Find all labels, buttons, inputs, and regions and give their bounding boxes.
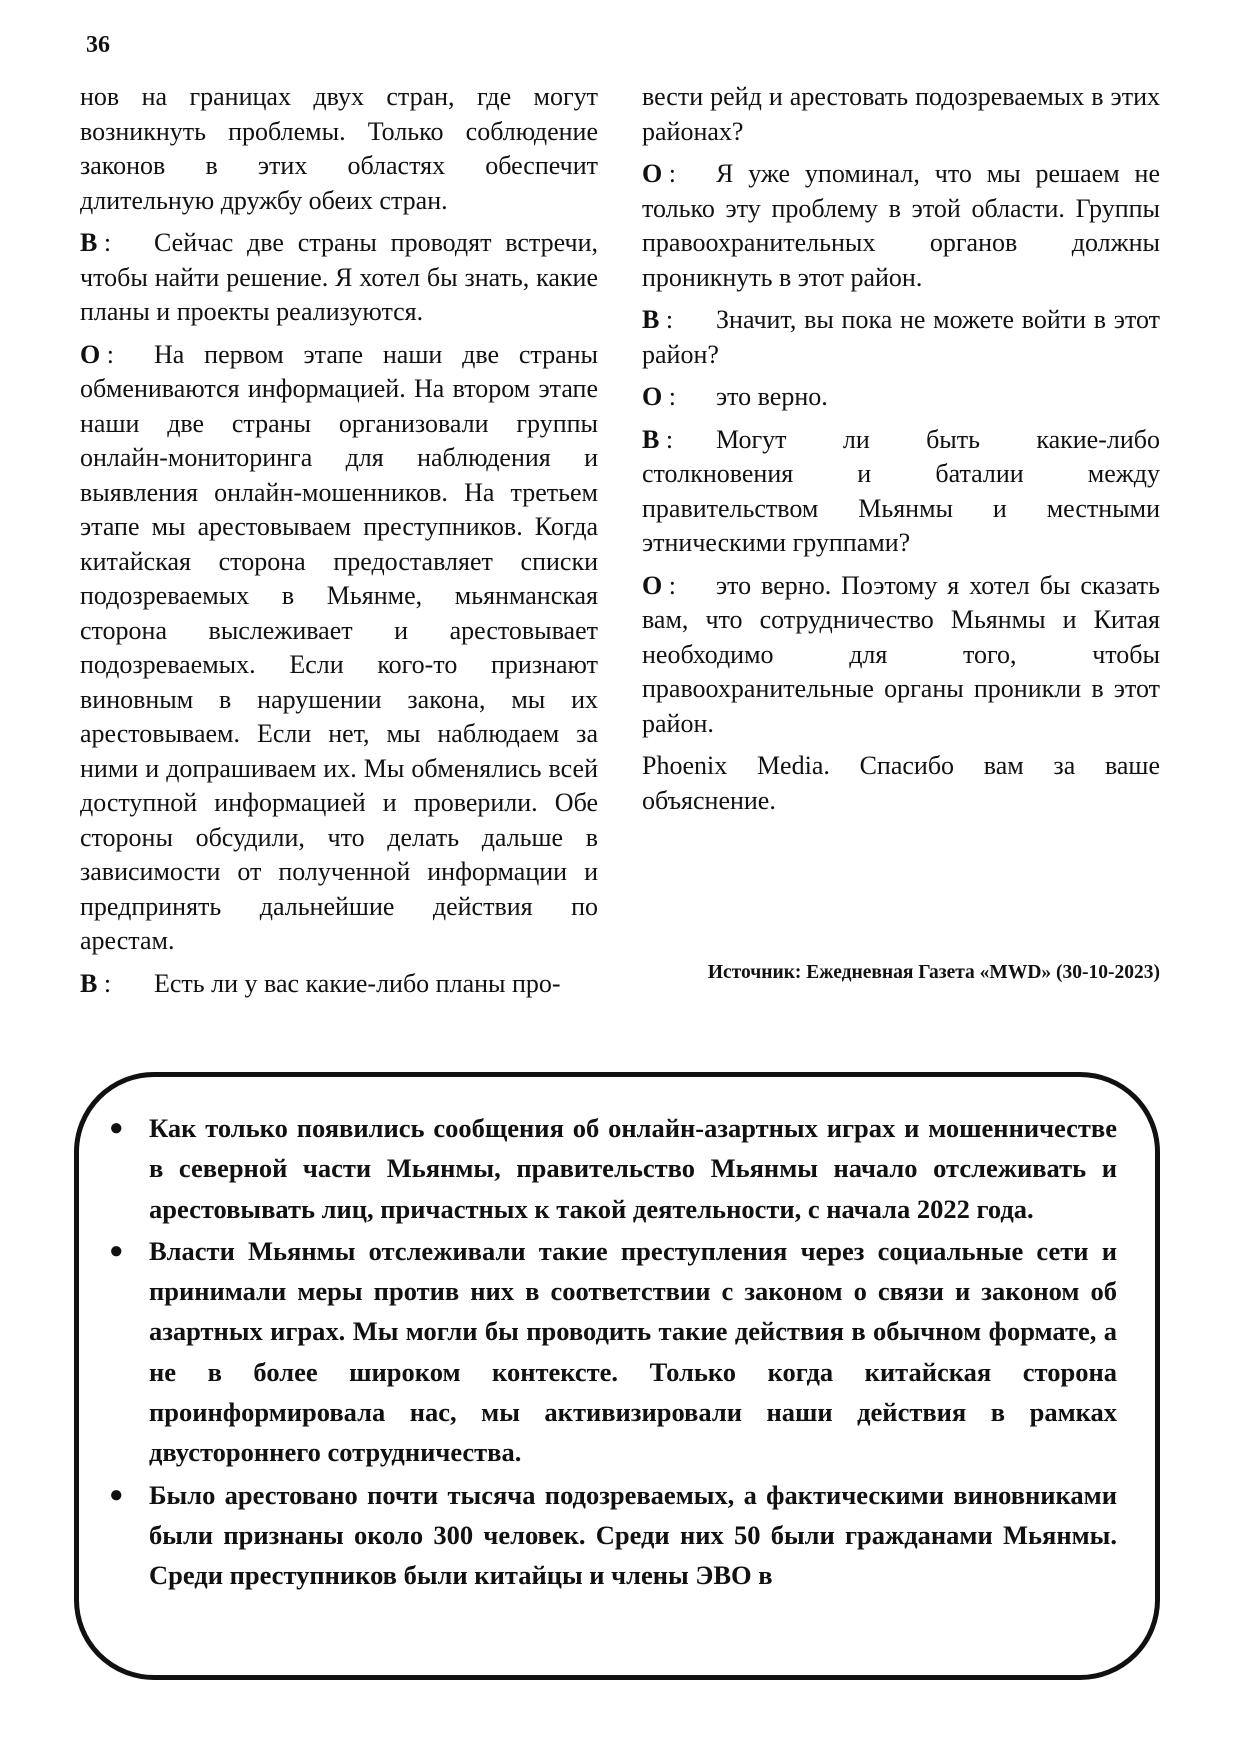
paragraph-text: вести рейд и арестовать подозреваемых в этих районах? (642, 82, 1160, 146)
page-number: 36 (86, 32, 110, 58)
paragraph-continued (642, 80, 1160, 149)
bullet-icon: ● (109, 1237, 124, 1264)
speaker-label: О : (642, 570, 676, 600)
paragraph-text: нов на границах двух стран, где могут возникнуть проблемы. Только соблюдение законов в этих областях обеспечит длительную дружбу обеих стран. (80, 82, 598, 215)
list-item: ● Было арестовано почти тысяча подозреваемых, а фактическими виновниками были признаны около 300 человек. Среди них 50 были гражданами Мьянмы. Среди преступников были китайцы и члены ЭВО в (149, 1475, 1117, 1596)
list-item: ● Власти Мьянмы отслеживали такие преступления через социальные сети и принимали меры против них в соответствии с законом о связи и законом об азартных играх. Мы могли бы проводить такие действия в обычном формате, а не в более широком контексте. Только когда китайская сторона проинформировала нас, мы активизировали наши действия в рамках двустороннего сотрудничества. (149, 1231, 1117, 1473)
speaker-label: В : (642, 424, 674, 454)
interview-paragraph (642, 569, 1160, 742)
closing-paragraph (642, 749, 1160, 818)
speaker-label: О : (642, 382, 676, 411)
speaker-label: О : (642, 159, 676, 188)
paragraph-text: Значит, вы пока не можете войти в этот район? (642, 305, 1160, 369)
speaker-label: О : (80, 339, 114, 369)
paragraph-text: это верно. (716, 382, 828, 411)
paragraph-text: Сейчас две страны проводят встречи, чтобы найти решение. Я хотел бы знать, какие планы и проекты реализуются. (80, 228, 598, 326)
paragraph-text: Phoenix Media. Спасибо вам за ваше объяснение. (642, 751, 1160, 815)
paragraph-text: Я уже упоминал, что мы решаем не только эту проблему в этой области. Группы правоохранительных органов должны проникнуть в этот район. (642, 159, 1160, 292)
paragraph-text: На первом этапе наши две страны обмениваются информацией. На втором этапе наши две страны организовали группы онлайн-мониторинга для наблюдения и выявления онлайн-мошенников. На третьем этапе мы арестовываем преступников. Когда китайская сторона предоставляет списки подозреваемых в Мьянме, мьянманская сторона выслеживает и арестовывает подозреваемых. Если кого-то признают виновным в нарушении закона, мы их арестовываем. Если нет, мы наблюдаем за ними и допрашиваем их. Мы обменялись всей доступной информацией и проверили. Обе стороны обсудили, что делать дальше в зависимости от полученной информации и предпринять дальнейшие действия по арестам. (80, 339, 598, 955)
right-column (642, 80, 1160, 826)
paragraph-text: Есть ли у вас какие-либо планы про- (154, 968, 561, 998)
bullet-icon: ● (109, 1115, 124, 1141)
interview-paragraph (642, 157, 1160, 295)
speaker-label: В : (642, 305, 674, 334)
summary-box (74, 1072, 1160, 1680)
interview-paragraph (642, 380, 1160, 415)
left-column (80, 80, 598, 1009)
list-item: ● Как только появились сообщения об онлайн-азартных играх и мошенничестве в северной части Мьянмы, правительство Мьянмы начало отслеживать и арестовывать лиц, причастных к такой деятельности, с начала 2022 года. (149, 1108, 1117, 1229)
interview-paragraph (80, 967, 598, 1002)
interview-paragraph (642, 423, 1160, 561)
interview-paragraph (642, 303, 1160, 372)
interview-paragraph (80, 338, 598, 959)
speaker-label: В : (80, 228, 112, 257)
summary-list (79, 1077, 1155, 1596)
paragraph-continued (80, 80, 598, 218)
source-citation: Источник: Ежедневная Газета «MWD» (30-10-2023) (707, 962, 1160, 983)
paragraph-text: это верно. Поэтому я хотел бы сказать вам, что сотрудничество Мьянмы и Китая необходимо для того, чтобы правоохранительные органы проникли в этот район. (642, 570, 1160, 738)
bullet-icon: ● (109, 1481, 124, 1508)
speaker-label: В : (80, 968, 112, 998)
paragraph-text: Могут ли быть какие-либо столкновения и баталии между правительством Мьянмы и местными этническими группами? (642, 424, 1160, 557)
interview-paragraph (80, 226, 598, 330)
